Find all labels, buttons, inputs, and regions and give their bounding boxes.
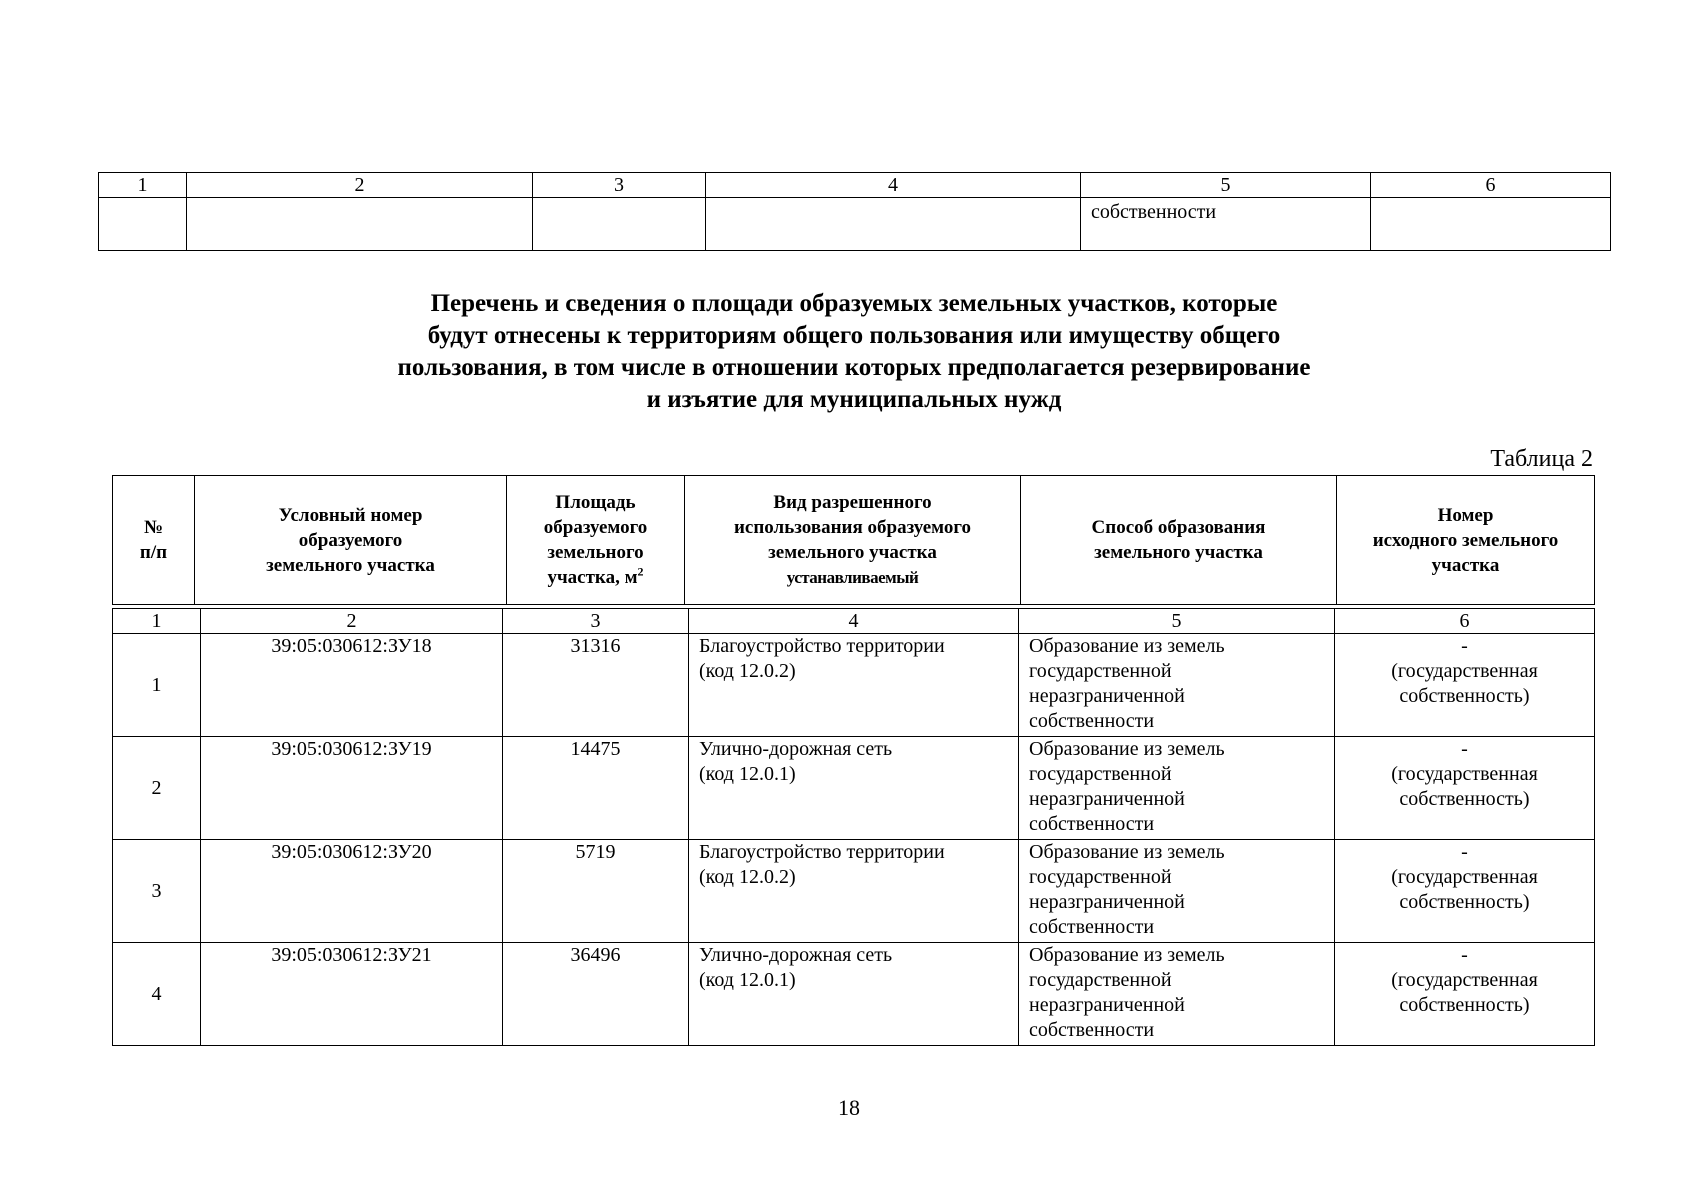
title-line: будут отнесены к территориям общего пользования или имуществу общего (427, 322, 1281, 349)
plot-id: 39:05:030612:ЗУ18 (201, 634, 503, 737)
table-row (113, 634, 1595, 737)
permitted-use: Улично-дорожная сеть (код 12.0.1) (689, 943, 1019, 1046)
header-no: № п/п (113, 476, 195, 605)
header-permitted-use: Вид разрешенного использования образуемого земельного участка устанавливаемый (685, 476, 1021, 605)
header-area: Площадь образуемого земельного участка, $м^2$ (507, 476, 685, 605)
column-number: 5 (1019, 609, 1335, 634)
formation-method: Образование из земель государственной неразграниченной собственности (1019, 840, 1335, 943)
source-plot: - (государственная собственность) (1335, 840, 1595, 943)
permitted-use: Улично-дорожная сеть (код 12.0.1) (689, 737, 1019, 840)
table-cell (187, 198, 533, 251)
column-number: 1 (99, 173, 187, 198)
title-line: Перечень и сведения о площади образуемых земельных участков, которые (430, 290, 1278, 317)
land-plots-table-header (112, 475, 1595, 605)
section-title (98, 288, 1610, 416)
land-plots-table (112, 608, 1595, 1046)
column-number: 4 (706, 173, 1081, 198)
source-plot: - (государственная собственность) (1335, 943, 1595, 1046)
plot-id: 39:05:030612:ЗУ20 (201, 840, 503, 943)
plot-area: 31316 (503, 634, 689, 737)
column-number-row (113, 609, 1595, 634)
title-line: пользования, в том числе в отношении которых предполагается резервирование (397, 354, 1311, 381)
column-number: 1 (113, 609, 201, 634)
header-row (113, 476, 1595, 605)
permitted-use: Благоустройство территории (код 12.0.2) (689, 840, 1019, 943)
column-number: 3 (503, 609, 689, 634)
plot-area: 36496 (503, 943, 689, 1046)
formation-method: Образование из земель государственной неразграниченной собственности (1019, 634, 1335, 737)
row-number: 4 (113, 943, 201, 1046)
plot-area: 14475 (503, 737, 689, 840)
table-row (113, 840, 1595, 943)
permitted-use: Благоустройство территории (код 12.0.2) (689, 634, 1019, 737)
header-source-plot: Номер исходного земельного участка (1337, 476, 1595, 605)
column-number: 2 (201, 609, 503, 634)
page-number: 18 (838, 1095, 860, 1120)
source-plot: - (государственная собственность) (1335, 634, 1595, 737)
column-number: 6 (1335, 609, 1595, 634)
column-number: 5 (1081, 173, 1371, 198)
column-number: 3 (533, 173, 706, 198)
row-number: 1 (113, 634, 201, 737)
area-unit-superscript: 2 (637, 564, 644, 579)
header-formation-method: Способ образования земельного участка (1021, 476, 1337, 605)
table-label: Таблица 2 (1490, 446, 1593, 472)
row-number: 2 (113, 737, 201, 840)
formation-method: Образование из земель государственной неразграниченной собственности (1019, 737, 1335, 840)
continuation-table (98, 172, 1611, 251)
column-number: 4 (689, 609, 1019, 634)
header-plot-id: Условный номер образуемого земельного участка (195, 476, 507, 605)
table-cell (99, 198, 187, 251)
continuation-text: собственности (1081, 198, 1371, 251)
column-number: 6 (1371, 173, 1611, 198)
title-line: и изъятие для муниципальных нужд (646, 386, 1062, 413)
row-number: 3 (113, 840, 201, 943)
table-cell (1371, 198, 1611, 251)
table-row (113, 737, 1595, 840)
table-cell (706, 198, 1081, 251)
plot-area: 5719 (503, 840, 689, 943)
table-cell (533, 198, 706, 251)
column-number: 2 (187, 173, 533, 198)
continuation-number-row (99, 173, 1611, 198)
continuation-row (99, 198, 1611, 251)
table-row (113, 943, 1595, 1046)
source-plot: - (государственная собственность) (1335, 737, 1595, 840)
formation-method: Образование из земель государственной неразграниченной собственности (1019, 943, 1335, 1046)
plot-id: 39:05:030612:ЗУ21 (201, 943, 503, 1046)
plot-id: 39:05:030612:ЗУ19 (201, 737, 503, 840)
